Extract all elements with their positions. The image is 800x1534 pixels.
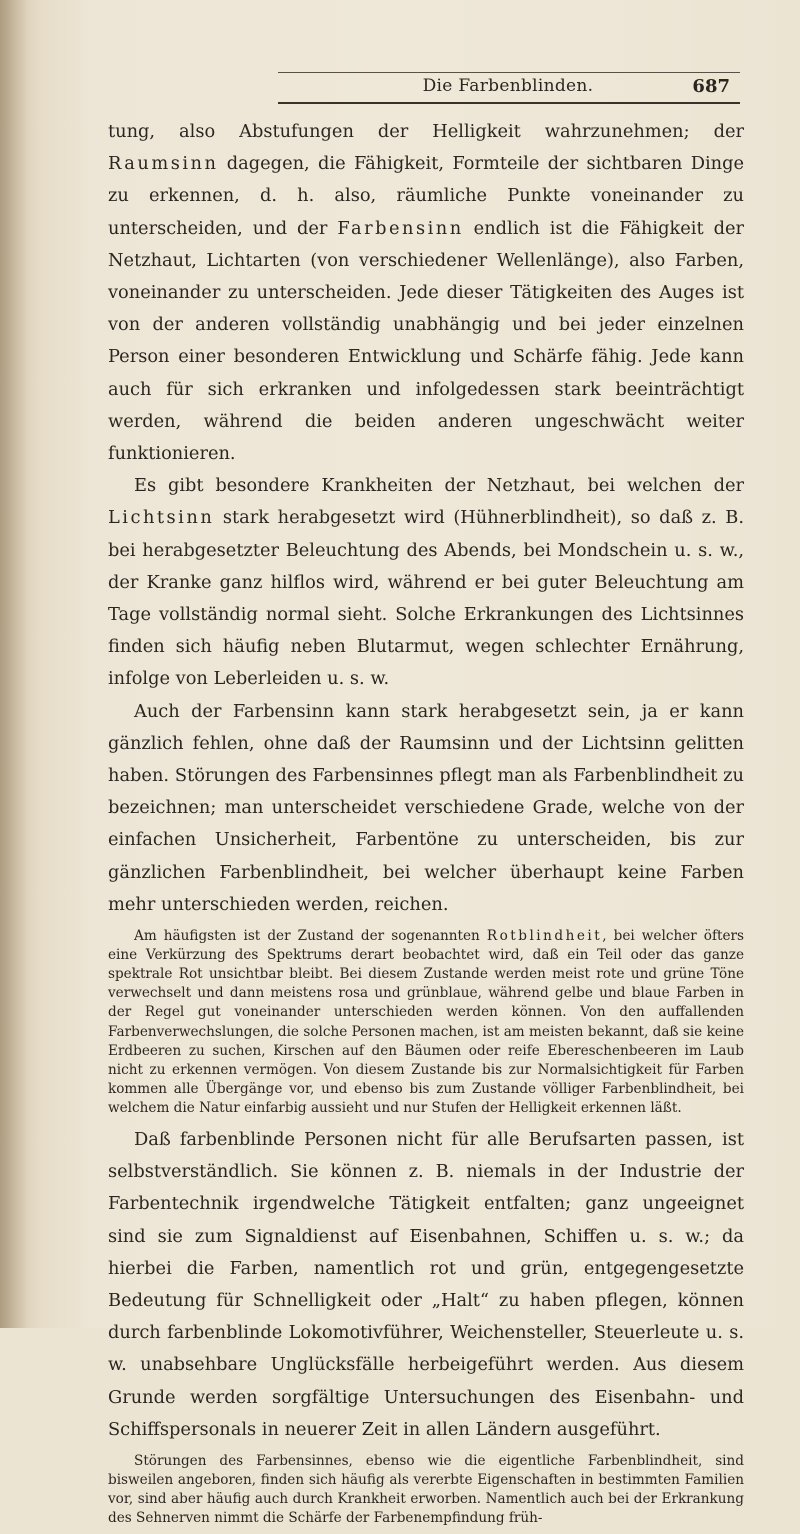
footnote-paragraph — [108, 927, 744, 1118]
text-run: Es gibt besondere Krankheiten der Netzhaut, bei welchen der — [134, 475, 744, 497]
text-run: Am häufigsten ist der Zustand der sogenannten — [134, 928, 487, 945]
text-run: tung, also Abstufungen der Helligkeit wahrzunehmen; der — [108, 121, 744, 142]
header-rule-bottom — [278, 102, 740, 104]
footnote-paragraph — [108, 1452, 744, 1528]
text-run: Auch der Farbensinn kann stark herabgesetzt sein, ja er kann gänzlich fehlen, ohne daß der Raumsinn und der Lichtsinn gelitten haben. Störungen des Farbensinnes pflegt man als Farbenblindheit zu bezeichnen; man unterscheidet verschiedene Grade, welche von der einfachen Unsicherheit, Farbentöne zu unterscheiden, bis zur gänzlichen Farbenblindheit, bei welcher überhaupt keine Farben mehr unterschieden werden, reichen. — [108, 700, 744, 915]
paragraph — [108, 470, 744, 695]
text-run: endlich ist die Fähigkeit der Netzhaut, Lichtarten (von verschiedener Wellenlänge), also Farben, voneinander zu unterscheiden. Jede dieser Tätigkeiten des Auges ist von der anderen vollständig unabhängig und bei jeder einzelnen Person einer besonderen Entwicklung und Schärfe fähig. Jede kann auch für sich erkranken und infolgedessen stark beeinträchtigt werden, während die beiden anderen ungeschwächt weiter funktionieren. — [108, 217, 744, 465]
paragraph — [108, 696, 744, 921]
spaced-term: Raumsinn — [108, 153, 219, 175]
body-text — [108, 116, 744, 1534]
spaced-term: Lichtsinn — [108, 507, 215, 529]
paragraph — [108, 1124, 744, 1446]
text-run: Daß farbenblinde Personen nicht für alle Berufsarten passen, ist selbstverständlich. Sie können z. B. niemals in der Industrie der Farbentechnik irgendwelche Tätigkeit entfalten; ganz ungeeignet sind sie zum Signaldienst auf Eisenbahnen, Schiffen u. s. w.; da hierbei die Farben, namentlich rot und grün, entgegengesetzte Bedeutung für Schnelligkeit oder „Halt“ zu haben pflegen, können durch farbenblinde Lokomotivführer, Weichensteller, Steuerleute u. s. w. unabsehbare Unglücksfälle herbeigeführt werden. Aus diesem Grunde werden sorgfältige Untersuchungen des Eisenbahn- und Schiffspersonals in neuerer Zeit in allen Ländern ausgeführt. — [108, 1129, 744, 1440]
page-number: 687 — [692, 76, 730, 97]
spaced-term: Rotblindheit — [486, 928, 603, 945]
text-run: dagegen, die Fähigkeit, Formteile der sichtbaren Dinge zu erkennen, d. h. also, räumliche Punkte voneinander zu unterscheiden, und der — [108, 153, 744, 239]
spine-shadow — [0, 0, 28, 1328]
running-header — [278, 70, 740, 100]
spaced-term: Farbensinn — [337, 217, 464, 239]
paragraph — [108, 116, 744, 470]
text-run: Störungen des Farbensinnes, ebenso wie die eigentliche Farbenblindheit, sind bisweilen angeboren, finden sich häufig als vererbte Eigenschaften in bestimmten Familien vor, sind aber häufig auch durch Krankheit erworben. Namentlich auch bei der Erkrankung des Sehnerven nimmt die Schärfe der Farbenempfindung früh- — [108, 1453, 744, 1527]
text-run: stark herabgesetzt wird (Hühnerblindheit), so daß z. B. bei herabgesetzter Beleuchtung des Abends, bei Mondschein u. s. w., der Kranke ganz hilflos wird, während er bei guter Beleuchtung am Tage vollständig normal sieht. Solche Erkrankungen des Lichtsinnes finden sich häufig neben Blutarmut, wegen schlechter Ernährung, infolge von Leberleiden u. s. w. — [108, 507, 744, 690]
header-title: Die Farbenblinden. — [422, 76, 594, 96]
text-run: , bei welcher öfters eine Verkürzung des Spektrums derart beobachtet wird, daß ein Teil oder das ganze spektrale Rot unsichtbar bleibt. Bei diesem Zustande werden meist rote und grüne Töne verwechselt und dann meistens rosa und grünblaue, während gelbe und blaue Farben in der Regel gut voneinander unterschieden werden können. Von den auffallenden Farbenverwechslungen, die solche Personen machen, ist am meisten bekannt, daß sie keine Erdbeeren zu suchen, Kirschen auf den Bäumen oder reife Ebereschenbeeren im Laub nicht zu erkennen vermögen. Von diesem Zustande bis zur Normalsichtigkeit für Farben kommen alle Übergänge vor, und ebenso bis zum Zustande völliger Farbenblindheit, bei welchem die Natur einfarbig aussieht und nur Stufen der Helligkeit erkennen läßt. — [108, 928, 745, 1116]
